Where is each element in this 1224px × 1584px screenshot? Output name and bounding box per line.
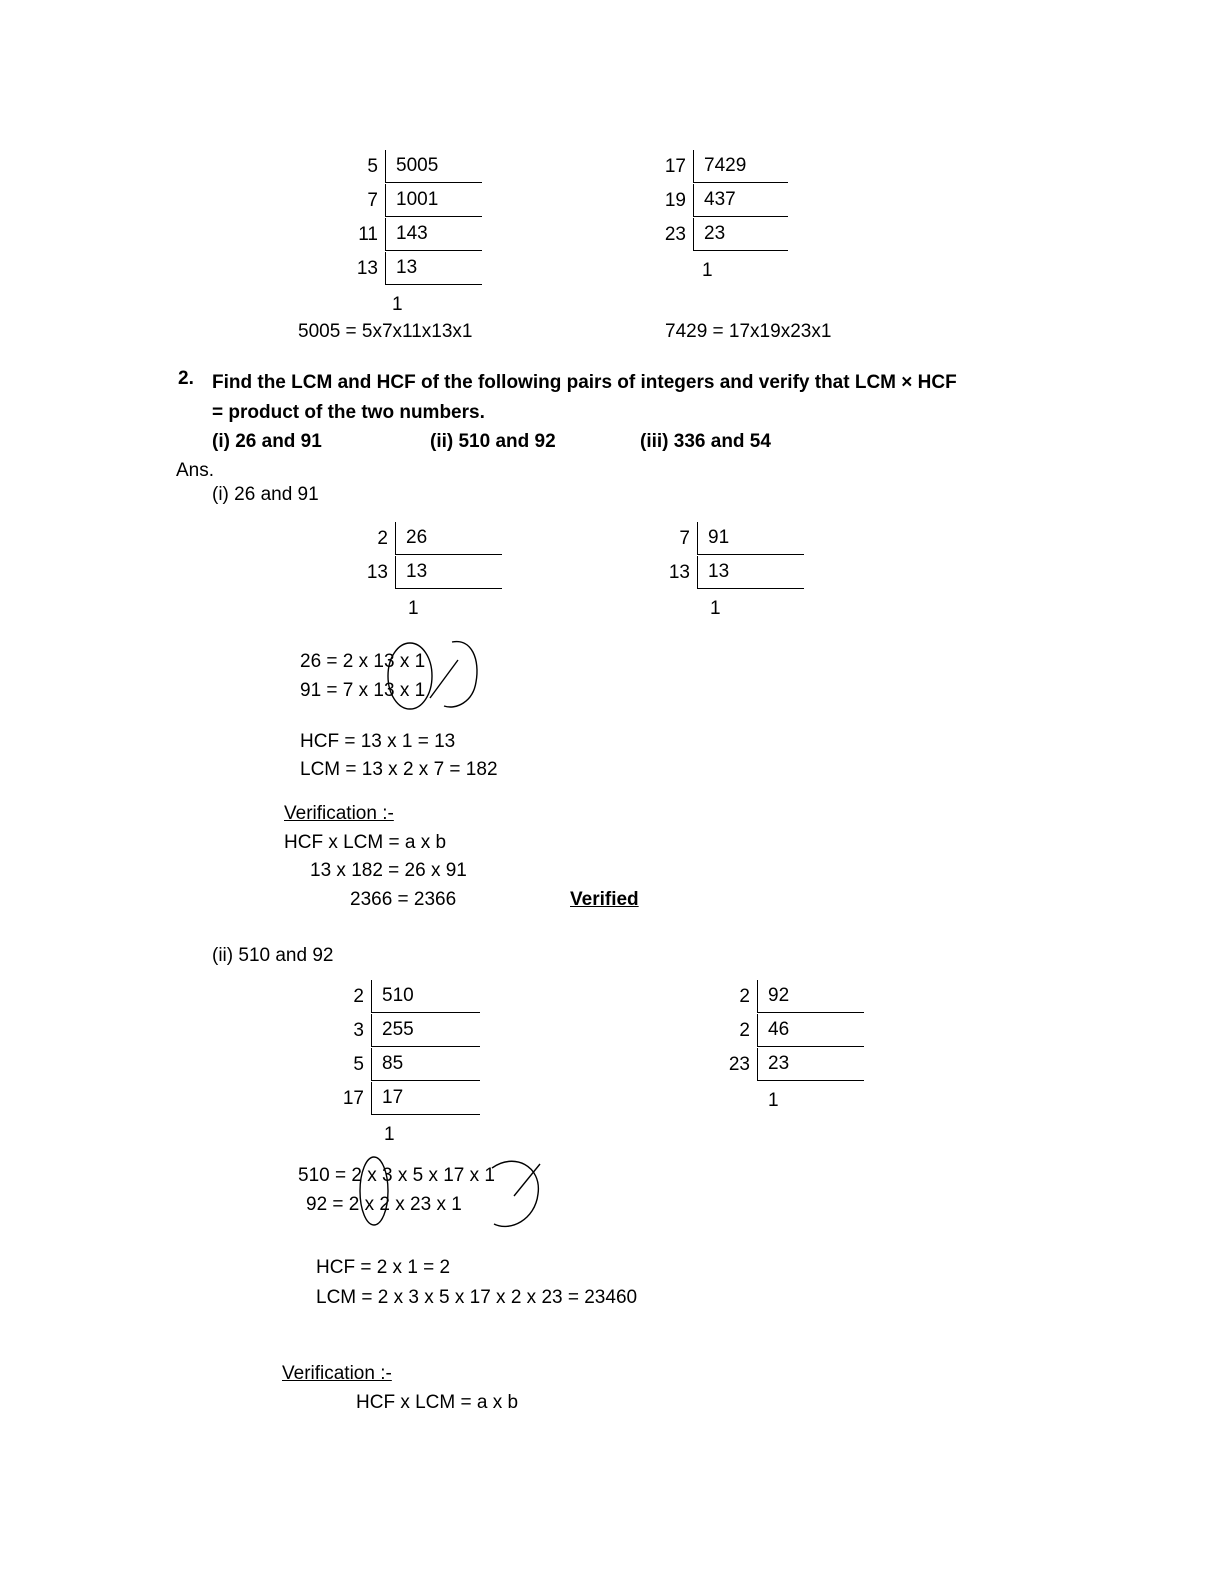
- ladder-final: 1: [702, 260, 713, 281]
- factorization-result-7429: 7429 = 17x19x23x1: [665, 321, 832, 342]
- question-part-ii: (ii) 510 and 92: [430, 431, 556, 452]
- ladder-value: 437: [693, 184, 788, 217]
- part-i-heading: (i) 26 and 91: [212, 484, 319, 505]
- verification-label-i: Verification :-: [284, 803, 394, 824]
- part-ii-heading: (ii) 510 and 92: [212, 945, 334, 966]
- lcm-part-ii: LCM = 2 x 3 x 5 x 17 x 2 x 23 = 23460: [316, 1287, 638, 1308]
- ladder-divisor: 23: [728, 1054, 750, 1075]
- factor-tree-7429: [650, 150, 788, 286]
- factor-tree-92: [716, 980, 864, 1116]
- ladder-row: [358, 556, 502, 590]
- ladder-value: 13: [395, 556, 502, 589]
- lcm-part-i: LCM = 13 x 2 x 7 = 182: [300, 759, 498, 780]
- ladder-row: [330, 1048, 480, 1082]
- factor-tree-91: [660, 522, 804, 624]
- ladder-value: 255: [371, 1014, 480, 1047]
- ladder-divisor: 2: [739, 1020, 750, 1041]
- question-text-line1: Find the LCM and HCF of the following pairs of integers and verify that LCM × HCF: [212, 372, 957, 393]
- ladder-row: [660, 556, 804, 590]
- ladder-row: [330, 1014, 480, 1048]
- ladder-row: [716, 1048, 864, 1082]
- ladder-row: [348, 252, 482, 286]
- ladder-value: 26: [395, 522, 502, 555]
- annotation-circle-1: [418, 636, 498, 716]
- ladder-divisor: 2: [353, 986, 364, 1007]
- answer-label: Ans.: [176, 460, 215, 481]
- verification-label-ii: Verification :-: [282, 1363, 392, 1384]
- expansion-26: 26 = 2 x 13 x 1: [300, 651, 426, 672]
- ladder-divisor: 23: [664, 224, 686, 245]
- ladder-value: 91: [697, 522, 804, 555]
- ladder-final: 1: [408, 598, 419, 619]
- ladder-divisor: 2: [377, 528, 388, 549]
- factor-tree-26: [358, 522, 502, 624]
- ladder-row: [660, 522, 804, 556]
- hcf-part-i: HCF = 13 x 1 = 13: [300, 731, 456, 752]
- ladder-divisor: 19: [664, 190, 686, 211]
- verification-result-i: 2366 = 2366: [350, 889, 457, 910]
- ladder-value: 85: [371, 1048, 480, 1081]
- ladder-value: 23: [693, 218, 788, 251]
- ladder-value: 92: [757, 980, 864, 1013]
- ladder-row: [650, 218, 788, 252]
- ladder-row: [330, 1082, 480, 1116]
- ladder-row: [348, 218, 482, 252]
- ladder-divisor: 7: [679, 528, 690, 549]
- verification-substitution-i: 13 x 182 = 26 x 91: [310, 860, 467, 881]
- ladder-divisor: 13: [668, 562, 690, 583]
- ladder-value: 5005: [385, 150, 482, 183]
- ladder-value: 13: [385, 252, 482, 285]
- ladder-value: 17: [371, 1082, 480, 1115]
- ladder-divisor: 5: [353, 1054, 364, 1075]
- ladder-final: 1: [710, 598, 721, 619]
- ladder-divisor: 3: [353, 1020, 364, 1041]
- factorization-result-5005: 5005 = 5x7x11x13x1: [298, 321, 473, 342]
- question-part-iii: (iii) 336 and 54: [640, 431, 771, 452]
- ladder-final: 1: [768, 1090, 779, 1111]
- ladder-value: 23: [757, 1048, 864, 1081]
- hcf-part-ii: HCF = 2 x 1 = 2: [316, 1257, 451, 1278]
- factor-tree-5005: [348, 150, 482, 320]
- ladder-divisor: 5: [367, 156, 378, 177]
- expansion-510: 510 = 2 x 3 x 5 x 17 x 1: [298, 1165, 495, 1186]
- ladder-row: [348, 184, 482, 218]
- ladder-row: [348, 150, 482, 184]
- question-number: 2.: [178, 368, 194, 389]
- ladder-row: [716, 1014, 864, 1048]
- ladder-row: [358, 522, 502, 556]
- ladder-row: [650, 184, 788, 218]
- ladder-row: [650, 150, 788, 184]
- ladder-value: 7429: [693, 150, 788, 183]
- verification-formula-ii: HCF x LCM = a x b: [356, 1392, 519, 1413]
- ladder-divisor: 11: [358, 224, 378, 245]
- ladder-final: 1: [392, 294, 403, 315]
- ladder-divisor: 17: [342, 1088, 364, 1109]
- ladder-divisor: 13: [356, 258, 378, 279]
- ladder-value: 1001: [385, 184, 482, 217]
- ladder-divisor: 2: [739, 986, 750, 1007]
- ladder-divisor: 7: [367, 190, 378, 211]
- expansion-91: 91 = 7 x 13 x 1: [300, 680, 426, 701]
- ladder-value: 46: [757, 1014, 864, 1047]
- verification-formula-i: HCF x LCM = a x b: [284, 832, 447, 853]
- ladder-value: 143: [385, 218, 482, 251]
- ladder-final: 1: [384, 1124, 395, 1145]
- ladder-value: 13: [697, 556, 804, 589]
- expansion-92: 92 = 2 x 2 x 23 x 1: [306, 1194, 462, 1215]
- question-part-i: (i) 26 and 91: [212, 431, 322, 452]
- question-text-line2: = product of the two numbers.: [212, 402, 485, 423]
- ladder-divisor: 13: [366, 562, 388, 583]
- ladder-row: [330, 980, 480, 1014]
- factor-tree-510: [330, 980, 480, 1150]
- ladder-row: [716, 980, 864, 1014]
- ladder-divisor: 17: [664, 156, 686, 177]
- verified-stamp-i: Verified: [570, 889, 639, 910]
- ladder-value: 510: [371, 980, 480, 1013]
